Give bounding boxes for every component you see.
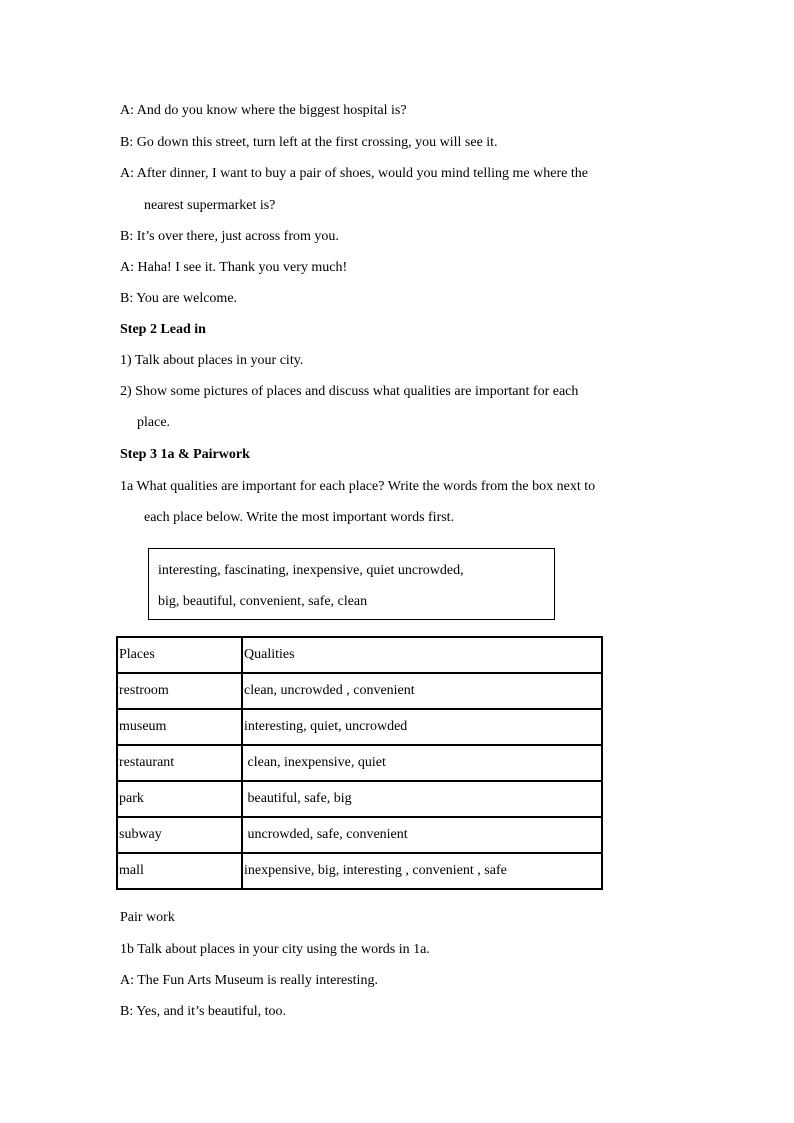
step3-heading: Step 3 1a & Pairwork — [120, 447, 250, 462]
step2-item: 2) Show some pictures of places and discuss what qualities are important for each — [120, 384, 579, 399]
pair-work-dialogue-line: A: The Fun Arts Museum is really interesting. — [120, 973, 378, 988]
table-row — [117, 853, 602, 889]
dialogue-line-continued: nearest supermarket is? — [144, 198, 276, 213]
word-box-line: interesting, fascinating, inexpensive, quiet uncrowded, — [158, 563, 464, 578]
table-cell-place: museum — [117, 709, 242, 745]
pair-work-instruction: 1b Talk about places in your city using the words in 1a. — [120, 942, 430, 957]
table-cell-place: restaurant — [117, 745, 242, 781]
word-box — [148, 548, 555, 620]
table-cell-qualities: interesting, quiet, uncrowded — [242, 709, 602, 745]
step2-item-continued: place. — [137, 415, 171, 430]
qualities-table — [116, 636, 603, 890]
step2-heading: Step 2 Lead in — [120, 322, 206, 337]
pair-work-label: Pair work — [120, 910, 175, 925]
table-row — [117, 673, 602, 709]
table-cell-place: restroom — [117, 673, 242, 709]
table-cell-qualities: beautiful, safe, big — [242, 781, 602, 817]
table-row — [117, 745, 602, 781]
table-header-places: Places — [117, 637, 242, 673]
dialogue-line: A: After dinner, I want to buy a pair of shoes, would you mind telling me where the — [120, 166, 588, 181]
dialogue-line: B: It’s over there, just across from you. — [120, 229, 339, 244]
word-box-line: big, beautiful, convenient, safe, clean — [158, 594, 368, 609]
table-row — [117, 817, 602, 853]
table-row — [117, 709, 602, 745]
dialogue-line: A: And do you know where the biggest hospital is? — [120, 103, 407, 118]
dialogue-line: B: You are welcome. — [120, 291, 238, 306]
table-cell-qualities: clean, uncrowded , convenient — [242, 673, 602, 709]
table-row — [117, 781, 602, 817]
table-cell-qualities: clean, inexpensive, quiet — [242, 745, 602, 781]
step2-item: 1) Talk about places in your city. — [120, 353, 304, 368]
table-cell-place: subway — [117, 817, 242, 853]
table-cell-qualities: inexpensive, big, interesting , convenient , safe — [242, 853, 602, 889]
pair-work-dialogue-line: B: Yes, and it’s beautiful, too. — [120, 1004, 287, 1019]
step3-instruction: 1a What qualities are important for each place? Write the words from the box next to — [120, 479, 596, 494]
table-header-qualities: Qualities — [242, 637, 602, 673]
table-cell-place: mall — [117, 853, 242, 889]
table-cell-place: park — [117, 781, 242, 817]
dialogue-line: A: Haha! I see it. Thank you very much! — [120, 260, 348, 275]
dialogue-line: B: Go down this street, turn left at the first crossing, you will see it. — [120, 135, 498, 150]
step3-instruction-continued: each place below. Write the most important words first. — [144, 510, 455, 525]
table-cell-qualities: uncrowded, safe, convenient — [242, 817, 602, 853]
table-header-row — [117, 637, 602, 673]
